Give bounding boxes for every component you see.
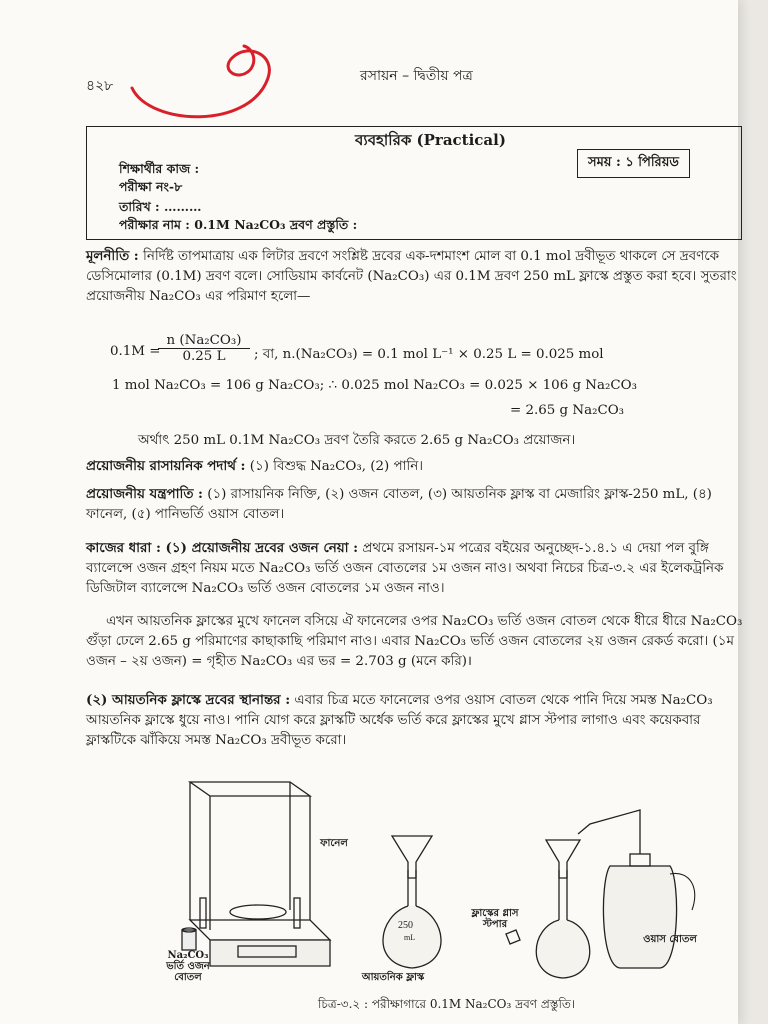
principle-text: নির্দিষ্ট তাপমাত্রায় এক লিটার দ্রবণে সংশ্লিষ্ট দ্রবের এক-দশমাংশ মোল বা 0.1 mol দ্রবীভূত থাকলে সে দ্রবণকে ডেসিমোলার (0.1M) দ্রবণ বলে। সোডিয়াম কার্বনেট (Na₂CO₃) এর 0.1M দ্রবণ 250 mL ফ্লাস্কে প্রস্তুত করা হবে। সুতরাং প্রয়োজনীয় Na₂CO₃ এর পরিমাণ হলো— [86,249,737,305]
flask-unit-left: mL [404,933,416,942]
chemicals-text: (১) বিশুদ্ধ Na₂CO₃, (2) পানি। [249,459,424,474]
label-funnel: ফানেল [320,838,348,849]
eq1-left: 0.1M = [110,344,161,359]
eq1-fraction [158,333,250,364]
figure-caption: চিত্র-৩.২ : পরীক্ষাগারে 0.1M Na₂CO₃ দ্রবণ প্রস্তুতি। [318,997,576,1011]
procedure-text-3: এবার চিত্র মতে ফানেলের ওপর ওয়াস বোতল থেকে পানি দিয়ে সমস্ত Na₂CO₃ আয়তনিক ফ্লাস্কে ধুয়ে নাও। পানি যোগ করে ফ্লাস্কটি অর্ধেক ভর্তি করে ফ্লাস্কের মুখে গ্লাস স্টপার লাগাও এবং কয়েকবার ফ্লাস্কটিকে ঝাঁকিয়ে সমস্ত Na₂CO₃ দ্রবীভূত করো। [86,693,713,749]
chemicals-label: প্রয়োজনীয় রাসায়নিক পদার্থ : [86,458,246,474]
digital-balance [190,782,330,966]
task-line: শিক্ষার্থীর কাজ : [119,161,200,176]
chemicals-paragraph [86,456,748,477]
label-volumetric-flask: আয়তনিক ফ্লাস্ক [361,972,425,983]
eq1-denominator: 0.25 L [158,348,250,364]
apparatus-paragraph [86,484,748,525]
eq1-numerator: n (Na₂CO₃) [166,333,242,348]
label-wash-bottle: ওয়াস বোতল [643,934,697,945]
conclusion: অর্থাৎ 250 mL 0.1M Na₂CO₃ দ্রবণ তৈরি করতে 2.65 g Na₂CO₃ প্রয়োজন। [138,433,576,448]
experiment-number: পরীক্ষা নং-৮ [119,179,183,194]
eq3: = 2.65 g Na₂CO₃ [510,403,625,418]
procedure-paragraph-2 [86,612,748,672]
red-pen-mark [120,30,280,130]
funnel-flask-left [383,836,441,968]
eq2: 1 mol Na₂CO₃ = 106 g Na₂CO₃; ∴ 0.025 mol Na₂CO₃ = 0.025 × 106 g Na₂CO₃ [112,378,637,393]
apparatus-text: (১) রাসায়নিক নিক্তি, (২) ওজন বোতল, (৩) আয়তনিক ফ্লাস্ক বা মেজারিং ফ্লাস্ক-250 mL, (৪) ফানেল, (৫) পানিভর্তি ওয়াস বোতল। [86,487,712,523]
flask-mark-left: 250 [398,920,413,931]
procedure-paragraph-3 [86,690,748,751]
procedure-paragraph-1 [86,538,748,599]
time-badge: সময় : ১ পিরিয়ড [577,149,690,178]
principle-label: মূলনীতি : [86,248,139,264]
glass-stopper [506,930,520,944]
procedure-label: কাজের ধারা : (১) প্রয়োজনীয় দ্রবের ওজন নেয়া : [86,540,359,556]
label-stopper: ফ্লাস্কের গ্লাস স্টপার [471,908,519,930]
running-header: রসায়ন – দ্বিতীয় পত্র [360,68,473,84]
funnel-flask-right [536,840,590,978]
procedure-text-2: এখন আয়তনিক ফ্লাস্কের মুখে ফানেল বসিয়ে ঐ ফানেলের ওপর Na₂CO₃ ভর্তি ওজন বোতল থেকে ধীরে ধীরে Na₂CO₃ গুঁড়া ঢেলে 2.65 g পরিমাণের কাছাকাছি পরিমাণ নাও। এবার Na₂CO₃ ভর্তি ওজন বোতলের ২য় ওজন রেকর্ড করো। (১ম ওজন – ২য় ওজন) = গৃহীত Na₂CO₃ এর ভর = 2.703 g (মনে করি)। [86,614,743,670]
practical-title: ব্যবহারিক (Practical) [355,131,506,149]
principle-paragraph [86,246,748,307]
label-weighing-bottle: Na₂CO₃ ভর্তি ওজন বোতল [166,950,210,983]
practical-box [86,126,742,240]
eq1-right: ; বা, n.(Na₂CO₃) = 0.1 mol L⁻¹ × 0.25 L = 0.025 mol [254,347,604,362]
date-line: তারিখ : ……… [119,199,202,214]
apparatus-label: প্রয়োজনীয় যন্ত্রপাতি : [86,486,203,502]
weighing-bottle [182,928,196,950]
procedure-label-2: (২) আয়তনিক ফ্লাস্কে দ্রবের স্থানান্তর : [86,692,291,708]
figure-illustration [170,770,730,988]
experiment-name: পরীক্ষার নাম : 0.1M Na₂CO₃ দ্রবণ প্রস্তুতি : [119,217,358,232]
procedure-text-1: প্রথমে রসায়ন-১ম পত্রের বইয়ের অনুচ্ছেদ-১.৪.১ এ দেয়া পল বুঙ্গি ব্যালেন্সে ওজন গ্রহণ নিয়ম মতে Na₂CO₃ ভর্তি ওজন বোতলের ১ম ওজন নাও। অথবা নিচের চিত্র-৩.২ এর ইলেকট্রনিক ডিজিটাল ব্যালেন্সে Na₂CO₃ ভর্তি ওজন বোতলের ১ম ওজন নাও। [86,541,724,597]
page-number: ৪২৮ [86,78,114,94]
